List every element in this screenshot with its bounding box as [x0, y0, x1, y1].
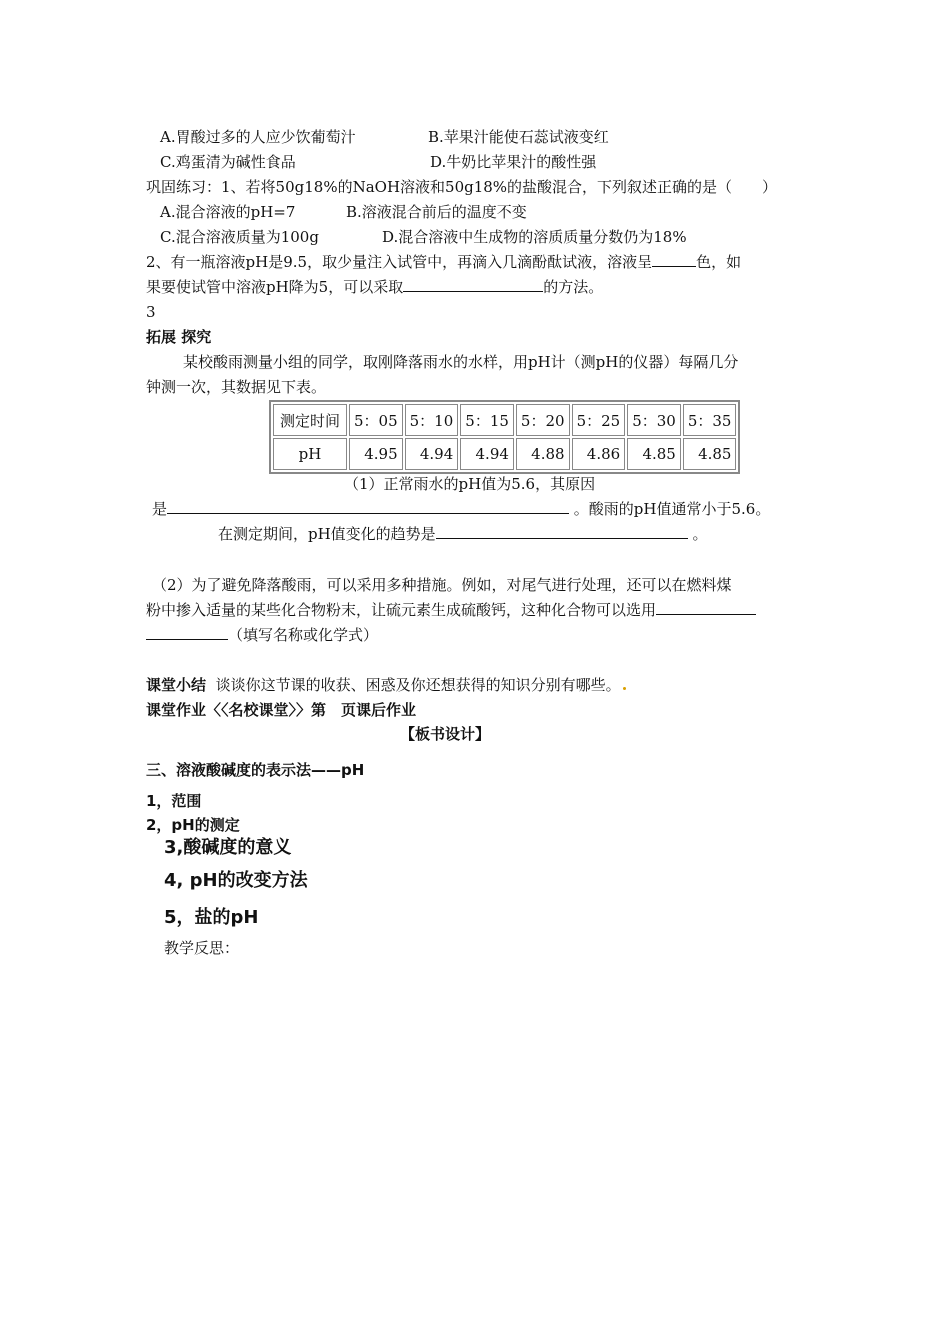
compound-answer-blank-1[interactable]	[656, 600, 756, 615]
board-item-3: 3,酸碱度的意义	[164, 837, 292, 858]
sub-question-1-text-d: 。	[692, 525, 708, 543]
method-answer-blank[interactable]	[403, 277, 543, 292]
time-cell: 5：25	[572, 404, 626, 436]
time-cell: 5：20	[516, 404, 570, 436]
question-2-text-d: 的方法。	[543, 278, 604, 296]
ph-cell: 4.86	[572, 438, 626, 470]
reason-answer-blank[interactable]	[167, 499, 569, 514]
question-2-text-c: 果要使试管中溶液pH降为5，可以采取	[146, 278, 404, 296]
board-item-2: 2，pH的测定	[146, 816, 240, 834]
sub-question-1-line-2	[152, 499, 770, 519]
table-row-ph	[273, 438, 736, 470]
sub-question-1-text-b: 。酸雨的pH值通常小于5.6。	[573, 500, 771, 518]
board-item-4: 4, pH的改变方法	[164, 870, 308, 891]
ph-cell: 4.88	[516, 438, 570, 470]
ph-cell: 4.85	[627, 438, 681, 470]
ph-cell: 4.94	[405, 438, 459, 470]
consolidation-option-a: A.混合溶液的pH=7	[160, 203, 296, 221]
time-cell: 5：30	[627, 404, 681, 436]
table-row-time	[273, 404, 736, 436]
board-heading: 三、溶液酸碱度的表示法——pH	[146, 761, 365, 779]
question-2-text-a: 2、有一瓶溶液pH是9.5，取少量注入试管中，再滴入几滴酚酞试液，溶液呈	[146, 253, 653, 271]
ph-cell: 4.95	[349, 438, 403, 470]
option-c: C.鸡蛋清为碱性食品	[160, 153, 296, 171]
class-summary	[146, 675, 626, 695]
board-design-title: 【板书设计】	[400, 725, 491, 743]
ph-cell: 4.85	[683, 438, 737, 470]
board-item-5: 5，盐的pH	[164, 907, 259, 928]
class-summary-text: 谈谈你这节课的收获、困惑及你还想获得的知识分别有哪些。	[215, 676, 621, 694]
question-2-text-b: 色，如	[696, 253, 742, 271]
extension-paragraph-2: 钟测一次，其数据见下表。	[146, 378, 327, 396]
time-header-cell: 测定时间	[273, 404, 347, 436]
time-cell: 5：10	[405, 404, 459, 436]
option-d: D.牛奶比苹果汁的酸性强	[430, 153, 597, 171]
board-item-1: 1，范围	[146, 792, 202, 810]
time-cell: 5：35	[683, 404, 737, 436]
sub-question-1-text-c: 在测定期间，pH值变化的趋势是	[218, 525, 436, 543]
color-answer-blank[interactable]	[652, 252, 696, 267]
question-2-line-2	[146, 277, 603, 297]
time-cell: 5：15	[460, 404, 514, 436]
option-a: A.胃酸过多的人应少饮葡萄汁	[160, 128, 356, 146]
teaching-reflection: 教学反思：	[164, 939, 240, 957]
sub-question-2-line-2	[146, 600, 756, 620]
sub-question-2-line-1: （2）为了避免降落酸雨，可以采用多种措施。例如，对尾气进行处理，还可以在燃料煤	[152, 576, 732, 594]
compound-answer-blank-2[interactable]	[146, 625, 228, 640]
sub-question-2-text-a: 粉中掺入适量的某些化合物粉末，让硫元素生成硫酸钙，这种化合物可以选用	[146, 601, 657, 619]
sub-question-1-line-1: （1）正常雨水的pH值为5.6，其原因	[344, 475, 596, 493]
consolidation-question: 巩固练习：1、若将50g18%的NaOH溶液和50g18%的盐酸混合，下列叙述正确的是（ ）	[146, 178, 778, 196]
question-number-3: 3	[146, 303, 156, 321]
consolidation-option-c: C.混合溶液质量为100g	[160, 228, 319, 246]
question-2-line-1	[146, 252, 741, 272]
extension-paragraph-1: 某校酸雨测量小组的同学，取刚降落雨水的水样，用pH计（测pH的仪器）每隔几分	[183, 353, 739, 371]
sub-question-1-text-a: 是	[152, 500, 168, 518]
trend-answer-blank[interactable]	[436, 524, 688, 539]
sub-question-1-line-3	[218, 524, 707, 544]
option-b: B.苹果汁能使石蕊试液变红	[428, 128, 609, 146]
class-homework: 课堂作业〈〈名校课堂〉〉第 页课后作业	[146, 701, 417, 719]
class-summary-label: 课堂小结	[146, 676, 207, 694]
dot-mark-icon	[623, 687, 626, 690]
ph-data-table	[269, 400, 740, 474]
consolidation-option-d: D.混合溶液中生成物的溶质质量分数仍为18%	[382, 228, 687, 246]
ph-header-cell: pH	[273, 438, 347, 470]
ph-cell: 4.94	[460, 438, 514, 470]
consolidation-option-b: B.溶液混合前后的温度不变	[346, 203, 527, 221]
sub-question-2-line-3	[146, 625, 378, 645]
sub-question-2-text-b: （填写名称或化学式）	[228, 626, 379, 644]
time-cell: 5：05	[349, 404, 403, 436]
extension-heading: 拓展 探究	[146, 328, 212, 346]
